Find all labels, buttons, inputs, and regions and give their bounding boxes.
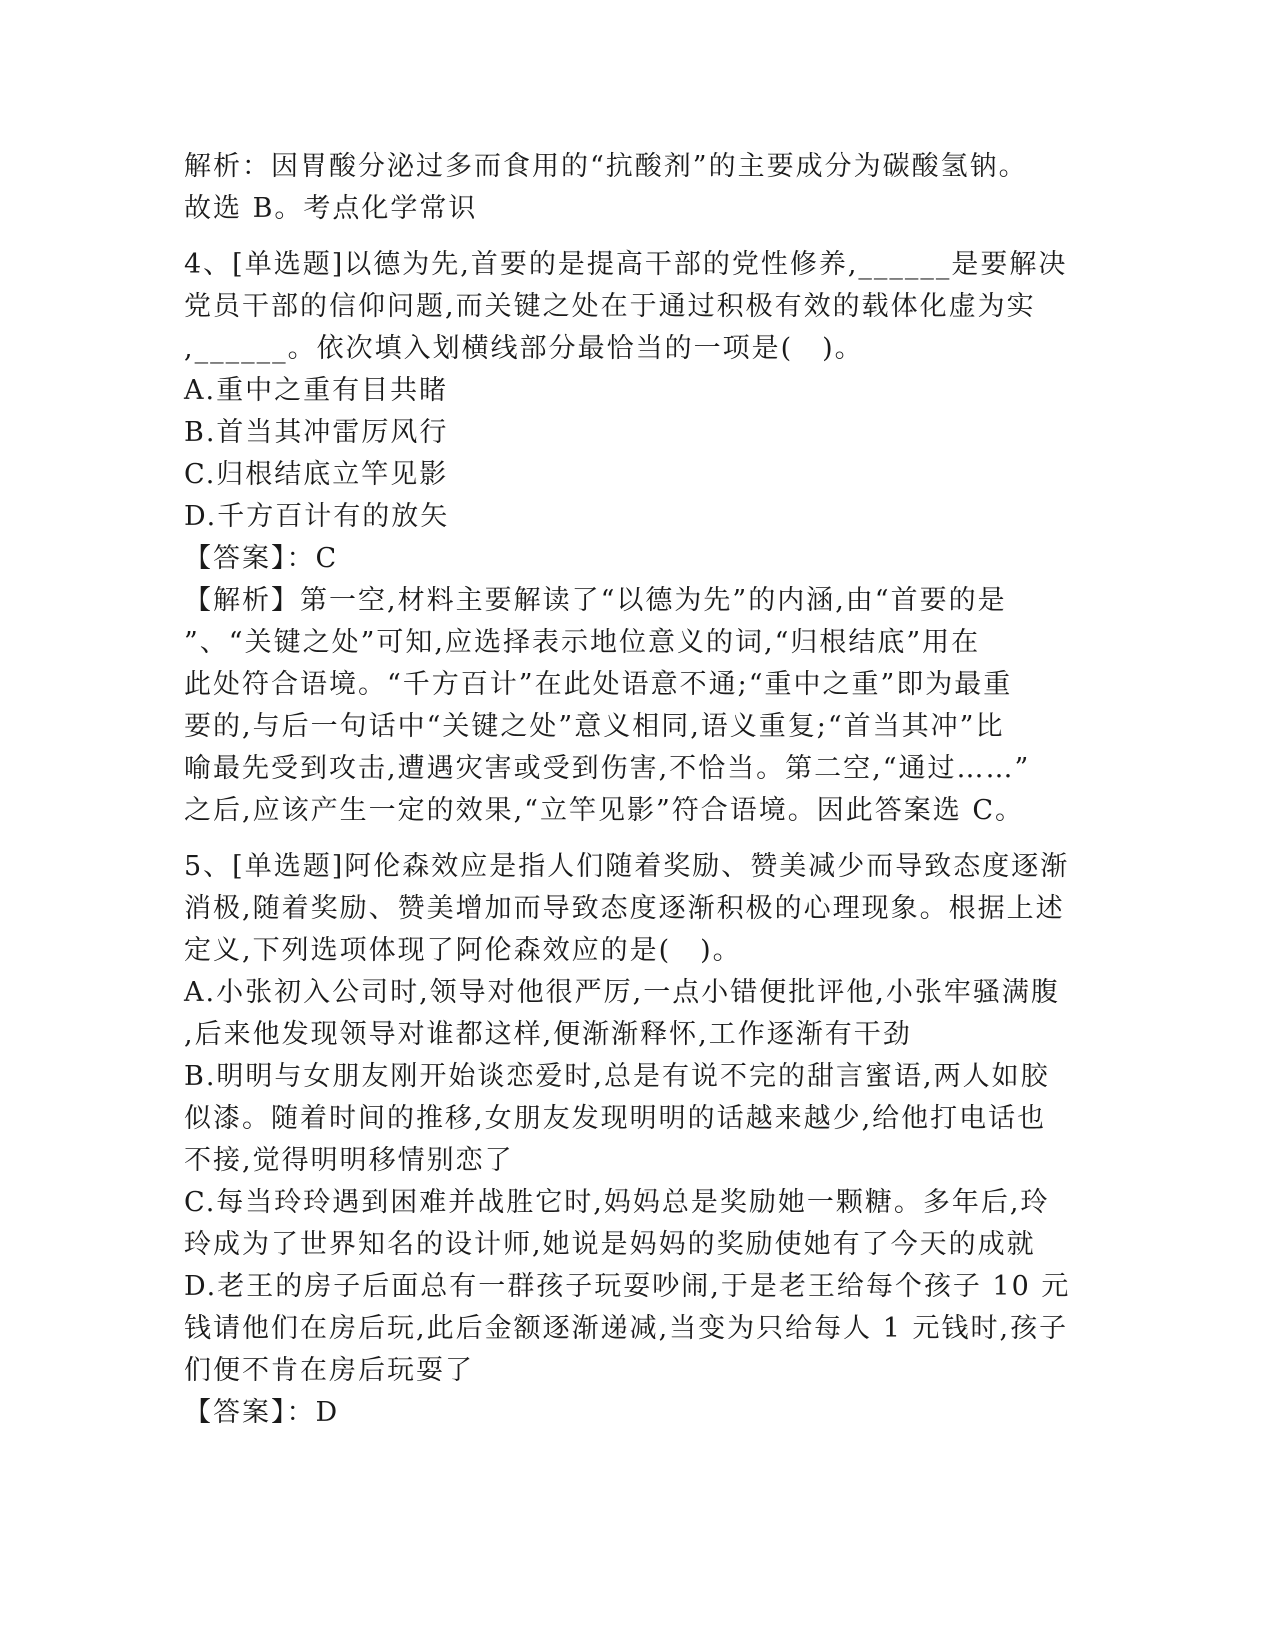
option-c-line: 玲成为了世界知名的设计师,她说是妈妈的奖励使她有了今天的成就 bbox=[184, 1229, 1036, 1260]
analysis-line: 要的,与后一句话中“关键之处”意义相同,语义重复;“首当其冲”比 bbox=[184, 711, 1005, 742]
analysis-line: 之后,应该产生一定的效果,“立竿见影”符合语境。因此答案选 C。 bbox=[184, 795, 1025, 826]
option-c: C.归根结底立竿见影 bbox=[184, 459, 449, 490]
question-stem-line: 4、[单选题]以德为先,首要的是提高干部的党性修养,______是要解决 bbox=[184, 249, 1068, 280]
analysis-line: 解析：因胃酸分泌过多而食用的“抗酸剂”的主要成分为碳酸氢钠。 bbox=[184, 151, 1028, 182]
analysis-line: 【解析】第一空,材料主要解读了“以德为先”的内涵,由“首要的是 bbox=[184, 585, 1007, 616]
spacer bbox=[184, 832, 1064, 846]
option-a-line: ,后来他发现领导对谁都这样,便渐渐释怀,工作逐渐有干劲 bbox=[184, 1019, 912, 1050]
option-d: D.千方百计有的放矢 bbox=[184, 501, 450, 532]
option-b-line: 似漆。随着时间的推移,女朋友发现明明的话越来越少,给他打电话也 bbox=[184, 1103, 1047, 1134]
option-d-line: 钱请他们在房后玩,此后金额逐渐递减,当变为只给每人 1 元钱时,孩子 bbox=[184, 1313, 1069, 1344]
spacer bbox=[184, 230, 1064, 244]
option-d-line: D.老王的房子后面总有一群孩子玩耍吵闹,于是老王给每个孩子 10 元 bbox=[184, 1271, 1071, 1302]
document-page bbox=[184, 146, 1071, 1434]
question-stem-line: 党员干部的信仰问题,而关键之处在于通过积极有效的载体化虚为实 bbox=[184, 291, 1036, 322]
answer-line: 【答案】：C bbox=[184, 543, 339, 574]
question-4 bbox=[184, 244, 1068, 832]
analysis-line: ”、“关键之处”可知,应选择表示地位意义的词,“归根结底”用在 bbox=[184, 627, 981, 658]
answer-line: 【答案】：D bbox=[184, 1397, 340, 1428]
analysis-line: 此处符合语境。“千方百计”在此处语意不通;“重中之重”即为最重 bbox=[184, 669, 1013, 700]
question-stem-line: 5、[单选题]阿伦森效应是指人们随着奖励、赞美减少而导致态度逐渐 bbox=[184, 851, 1070, 882]
analysis-line: 故选 B。考点化学常识 bbox=[184, 193, 478, 224]
option-c-line: C.每当玲玲遇到困难并战胜它时,妈妈总是奖励她一颗糖。多年后,玲 bbox=[184, 1187, 1050, 1218]
analysis-line: 喻最先受到攻击,遭遇灾害或受到伤害,不恰当。第二空,“通过……” bbox=[184, 753, 1031, 784]
question-5 bbox=[184, 846, 1071, 1434]
question-stem-line: 消极,随着奖励、赞美增加而导致态度逐渐积极的心理现象。根据上述 bbox=[184, 893, 1065, 924]
option-b-line: B.明明与女朋友刚开始谈恋爱时,总是有说不完的甜言蜜语,两人如胶 bbox=[184, 1061, 1050, 1092]
q3-analysis bbox=[184, 146, 1064, 230]
option-a: A.重中之重有目共睹 bbox=[184, 375, 449, 406]
question-stem-line: 定义,下列选项体现了阿伦森效应的是( )。 bbox=[184, 935, 742, 966]
option-b: B.首当其冲雷厉风行 bbox=[184, 417, 449, 448]
option-a-line: A.小张初入公司时,领导对他很严厉,一点小错便批评他,小张牢骚满腹 bbox=[184, 977, 1060, 1008]
option-b-line: 不接,觉得明明移情别恋了 bbox=[184, 1145, 514, 1176]
option-d-line: 们便不肯在房后玩耍了 bbox=[184, 1355, 474, 1386]
question-stem-line: ,______。依次填入划横线部分最恰当的一项是( )。 bbox=[184, 333, 864, 364]
